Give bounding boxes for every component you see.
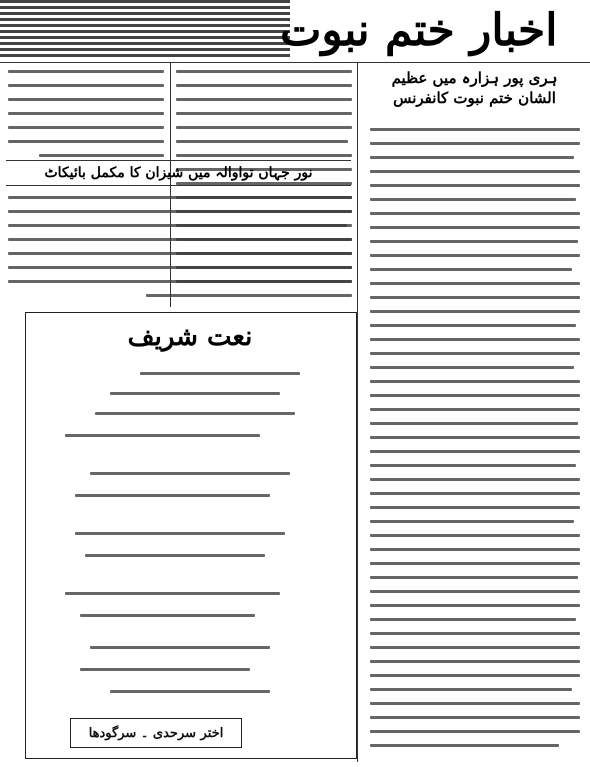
masthead-rule-pattern [0,0,290,60]
verse-line [65,434,260,437]
main-article-body [370,128,580,758]
verse-line [65,592,280,595]
verse-line [90,646,270,649]
left-column-top-body [8,70,164,168]
left-article-headline: نور جہاں تواوالہ میں شیزان کا مکمل بائیکاٹ [6,160,351,186]
verse-line [110,392,280,395]
verse-line [85,554,265,557]
verse-line [80,668,250,671]
main-article-headline: ہری پور ہزارہ میں عظیم الشان ختم نبوت کانفرنس [391,69,558,107]
verse-line [140,372,300,375]
masthead-title: اخبار ختم نبوت [280,4,558,56]
verse-line [110,690,270,693]
naat-title: نعت شریف [127,322,253,352]
masthead [0,0,590,60]
verse-line [80,614,255,617]
verse-line [90,472,290,475]
left-article-body [8,196,352,308]
verse-line [75,494,270,497]
column-divider-right [357,62,358,762]
masthead-rule [0,62,590,63]
verse-line [75,532,285,535]
naat-signature-box: اختر سرحدی ۔ سرگودھا [70,718,242,748]
verse-line [95,412,295,415]
